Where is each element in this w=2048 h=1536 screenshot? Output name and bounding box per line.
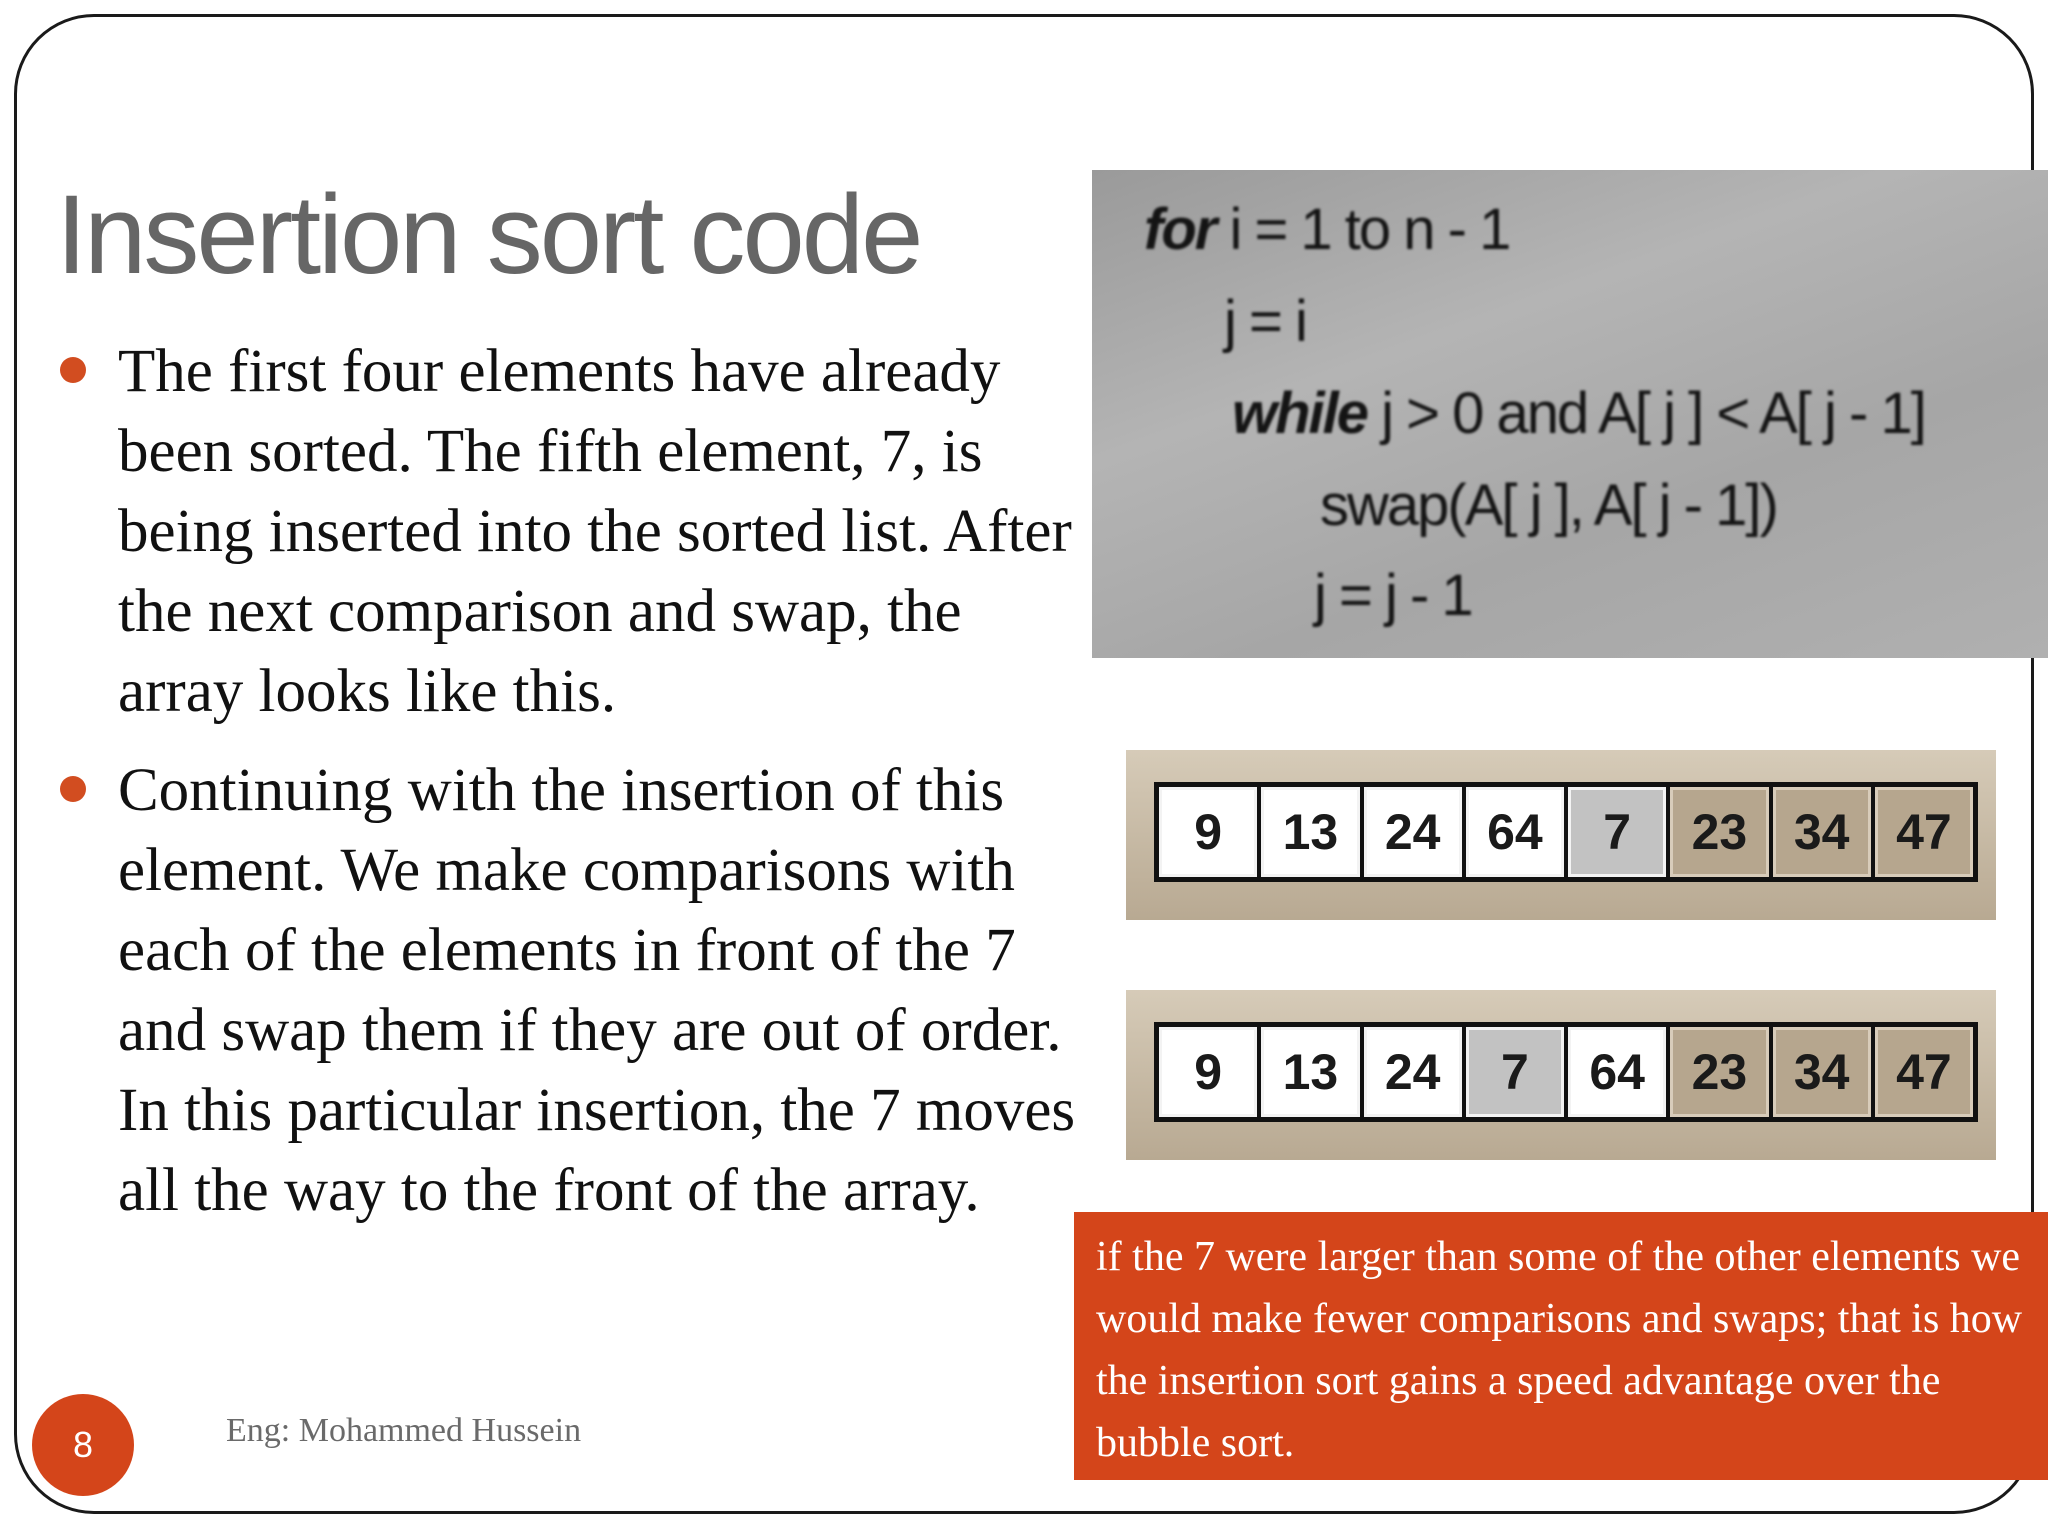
array-cell-current: 7 — [1466, 1027, 1564, 1117]
code-keyword: while — [1232, 381, 1368, 446]
code-line — [1314, 562, 1472, 629]
array-cell: 23 — [1670, 1027, 1768, 1117]
code-text: i = 1 to n - 1 — [1215, 197, 1510, 262]
code-line — [1232, 380, 1925, 447]
array-cell: 13 — [1261, 1027, 1359, 1117]
code-text: j = j - 1 — [1314, 563, 1472, 628]
array-cell: 9 — [1159, 1027, 1257, 1117]
array-panel-before — [1126, 750, 1996, 920]
bullet-list — [56, 332, 1086, 1250]
array-cell: 24 — [1364, 787, 1462, 877]
array-cell: 24 — [1364, 1027, 1462, 1117]
code-text: j = i — [1224, 289, 1306, 354]
bullet-dot-icon — [60, 357, 86, 383]
bullet-item — [56, 751, 1086, 1231]
note-box: if the 7 were larger than some of the other elements we would make fewer comparisons and swaps; that is how the insertion sort gains a speed advantage over the bubble sort. — [1074, 1212, 2048, 1480]
author-footer: Eng: Mohammed Hussein — [226, 1412, 582, 1449]
page-number-badge: 8 — [32, 1394, 134, 1496]
code-text: swap(A[ j ], A[ j - 1]) — [1320, 473, 1777, 538]
array-cell: 34 — [1773, 787, 1871, 877]
array-cell: 9 — [1159, 787, 1257, 877]
array-row — [1154, 1022, 1978, 1122]
array-cell: 47 — [1875, 1027, 1973, 1117]
code-line — [1224, 288, 1306, 355]
array-cell-current: 7 — [1568, 787, 1666, 877]
bullet-text: Continuing with the insertion of this element. We make comparisons with each of the elements in front of the 7 and swap them if they are out of order. In this particular insertion, the 7 moves all the way to the front of the array. — [118, 757, 1076, 1224]
code-text: j > 0 and A[ j ] < A[ j - 1] — [1367, 381, 1925, 446]
array-cell: 13 — [1261, 787, 1359, 877]
array-cell: 64 — [1568, 1027, 1666, 1117]
code-keyword: for — [1144, 197, 1216, 262]
array-cell: 34 — [1773, 1027, 1871, 1117]
array-row — [1154, 782, 1978, 882]
bullet-item — [56, 332, 1086, 732]
code-image — [1092, 170, 2048, 658]
array-cell: 64 — [1466, 787, 1564, 877]
array-cell: 47 — [1875, 787, 1973, 877]
bullet-dot-icon — [60, 776, 86, 802]
code-line — [1320, 472, 1777, 539]
code-line — [1144, 196, 1509, 263]
array-panel-after — [1126, 990, 1996, 1160]
bullet-text: The first four elements have already been sorted. The fifth element, 7, is being inserted into the sorted list. After the next comparison and swap, the array looks like this. — [118, 338, 1072, 725]
array-cell: 23 — [1670, 787, 1768, 877]
slide-title: Insertion sort code — [56, 172, 921, 297]
